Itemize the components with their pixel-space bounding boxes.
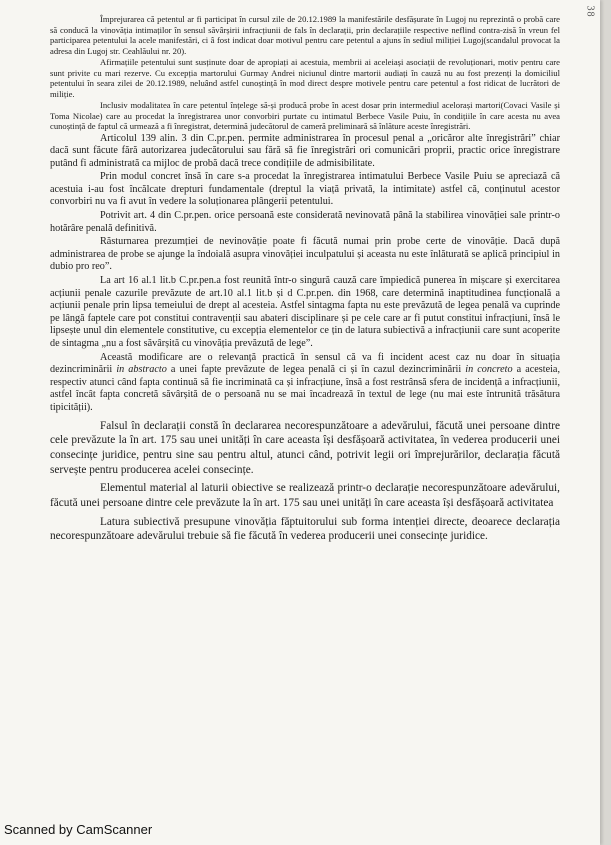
paragraph-1: Împrejurarea că petentul ar fi participat în cursul zile de 20.12.1989 la manifestările desfășurate în Lugoj nu reprezintă o probă care să conducă la vinovăția intimaților în sensul săvârșirii infracțiunii de fals în declarații, prin declarațiile respective neflind contra-zisă în vreun fel participarea petentului la acele manifestări, ci â fost indicat doar motivul pentru care petentul a ajuns în sediul miliției Lugoj(scandalul provocat la adresa din Lugoj str. Ceahlăului nr. 20). bbox=[50, 14, 560, 56]
page-folio-number: 38 bbox=[584, 5, 596, 18]
paragraph-12: Latura subiectivă presupune vinovăția făptuitorului sub forma intenției directe, deoarece declarația necorespunzătoare adevărului trebuie să fie făcută în vederea producerii unei consecințe juridice. bbox=[50, 515, 560, 543]
paragraph-9-text-a: Această modificare are o relevanță practică în sensul că va fi incident acest caz nu doar în situația dezincriminării bbox=[50, 351, 560, 376]
paragraph-11: Elementul material al laturii obiective se realizează printr-o declarație necorespunzătoare adevărului, făcută unei persoane dintre cele prevăzute la în art. 175 sau unei unități în care aceasta își desfășoară activitatea bbox=[50, 482, 560, 510]
paragraph-3: Inclusiv modalitatea în care petentul înțelege să-și producă probe în acest dosar prin intermediul acelorași martori(Covaci Vasile și Toma Nicolae) care au procedat la înregistrarea unor convorbiri purtate cu intimatul Berbece Vasile Puiu, în condițiile în care acesta nu avea cunoștință de faptul că urmează a fi înregistrat, determină judecătorul de cameră preliminară să înlăture aceste înregistrări. bbox=[50, 100, 560, 131]
scanner-watermark: Scanned by CamScanner bbox=[4, 822, 153, 837]
paragraph-9-italic-2: in concreto bbox=[465, 364, 513, 376]
document-body bbox=[50, 14, 560, 544]
paragraph-9-text-b: a unei fapte prevăzute de legea penală ci și în cazul dezincriminării bbox=[166, 364, 466, 376]
paragraph-2: Afirmațiile petentului sunt susținute doar de apropiați ai acestuia, membrii ai aceleiași asociații de revoluționari, motiv pentru care sunt privite cu mari rezerve. Cu excepția martorului Gurmay Andrei niciunul dintre martorii audiați în cauză nu au fost prezenți la domiciliul petentului în seara zilei de 20.12.1989, neluând astfel cunoștință în mod direct despre motivele pentru care petentul a fost ridicat de lucrători de miliție. bbox=[50, 57, 560, 99]
paragraph-7: Răsturnarea prezumției de nevinovăție poate fi făcută numai prin probe certe de vinovăție. Dacă după administrarea de probe se ajunge la îndoială asupra vinovăției inculpatului și aceasta nu este înlăturată se aplică principiul in dubio pro reo”. bbox=[50, 236, 560, 273]
paragraph-9-text-c: a acesteia, respectiv atunci când fapta continuă să fie incriminată ca și infracțiune, însă a fost restrânsă sfera de incidență a infracțiunii, astfel încât fapta concretă săvârșită de o persoană nu se mai încadrează în textul de lege (nu mai este întrunită trăsătura tipicității). bbox=[50, 364, 560, 413]
paragraph-5: Prin modul concret însă în care s-a procedat la înregistrarea intimatului Berbece Vasile Puiu se apreciază că acestuia i-au fost încălcate drepturi fundamentale (dreptul la viață privată, la intimitate) astfel că, conținutul acestor convorbiri nu va fi avut în vedere la soluționarea plângerii petentului. bbox=[50, 171, 560, 208]
paragraph-9 bbox=[50, 352, 560, 415]
paragraph-9-italic-1: in abstracto bbox=[116, 364, 167, 376]
paragraph-4: Articolul 139 alin. 3 din C.pr.pen. permite administrarea în procesul penal a „oricăror alte înregistrări” chiar dacă sunt făcute fără autorizarea judecătorului sau fără să fie înregistrări ori comunicări proprii, practic orice înregistrare putând fi administrată ca mijloc de probă dacă trece condițiile de admisibilitate. bbox=[50, 132, 560, 169]
paragraph-6: Potrivit art. 4 din C.pr.pen. orice persoană este considerată nevinovată până la stabilirea vinovăției sale printr-o hotărâre penală definitivă. bbox=[50, 210, 560, 234]
paragraph-8: La art 16 al.1 lit.b C.pr.pen.a fost reunită într-o singură cauză care împiedică punerea în mișcare și exercitarea acțiunii penale cazurile prevăzute de art.10 al.1 lit.b și d C.pr.pen. din 1968, care determină inaptitudinea funcțională a acțiunii penale prin lipsa temeiului de drept al acesteia. Astfel sintagma fapta nu este prevăzută de legea penală va cuprinde pe lângă faptele care pot constitui contravenții sau abateri disciplinare și pe cele care ar fi putut constitui infracțiuni, însă le lipsește unul din elementele constitutive, cu excepția elementelor ce țin de latura subiectivă a infracțiunii care sunt acoperite de sintagma „nu a fost săvârșită cu vinovăția prevăzută de lege”. bbox=[50, 275, 560, 349]
paragraph-10: Falsul în declarații constă în declararea necorespunzătoare a adevărului, făcută unei persoane dintre cele prevăzute la în art. 175 sau unei unități în care aceasta își desfășoară activitatea, în vederea producerii unei consecințe juridice, pentru sine sau pentru altul, atunci când, potrivit legii ori împrejurărilor, declarația făcută servește pentru producerea acelei consecințe. bbox=[50, 419, 560, 476]
